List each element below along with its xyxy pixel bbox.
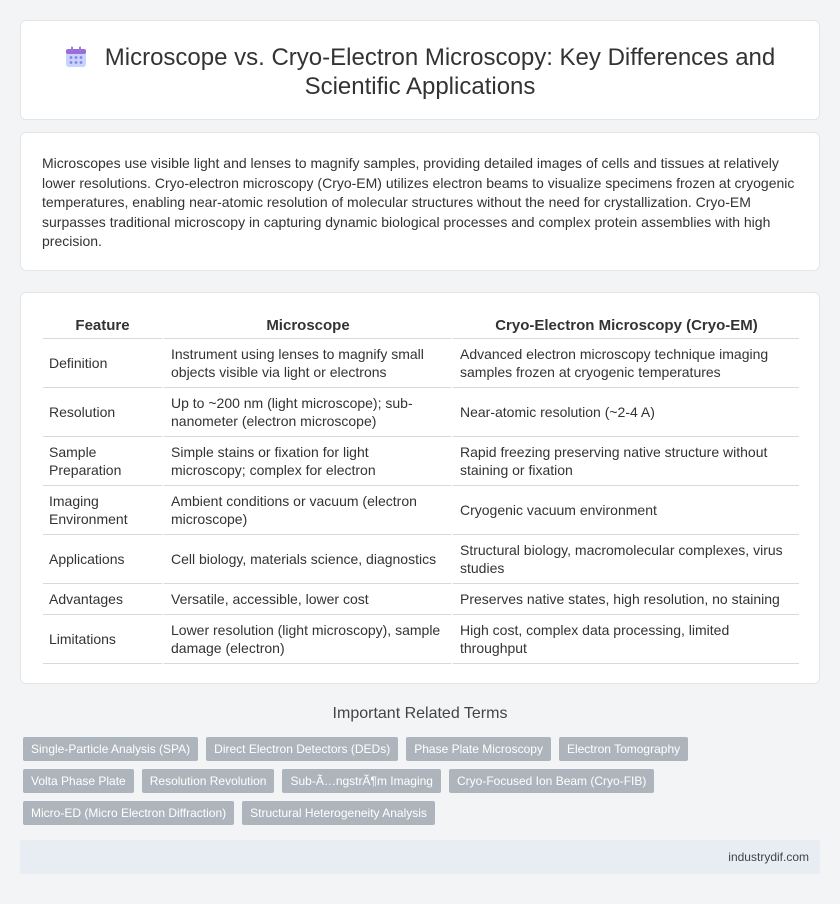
table-row bbox=[43, 388, 799, 437]
cryo-cell: Preserves native states, high resolution, no staining bbox=[451, 584, 799, 615]
table-header-row bbox=[43, 317, 799, 339]
feature-cell: Definition bbox=[43, 339, 162, 388]
cryo-cell: Rapid freezing preserving native structure without staining or fixation bbox=[451, 437, 799, 486]
microscope-cell: Instrument using lenses to magnify small objects visible via light or electrons bbox=[162, 339, 451, 388]
cryo-cell: Advanced electron microscopy technique imaging samples frozen at cryogenic temperatures bbox=[451, 339, 799, 388]
microscope-cell: Cell biology, materials science, diagnostics bbox=[162, 535, 451, 584]
header-feature: Feature bbox=[43, 317, 162, 339]
feature-cell: Applications bbox=[43, 535, 162, 584]
header-cryo-em: Cryo-Electron Microscopy (Cryo-EM) bbox=[451, 317, 799, 339]
related-term-tag[interactable]: Single-Particle Analysis (SPA) bbox=[23, 737, 198, 761]
related-term-tag[interactable]: Volta Phase Plate bbox=[23, 769, 134, 793]
header-microscope: Microscope bbox=[162, 317, 451, 339]
summary-text: Microscopes use visible light and lenses to magnify samples, providing detailed images of cells and tissues at relatively lower resolutions. Cryo-electron microscopy (Cryo-EM) utilizes electron beams to visualize specimens frozen at cryogenic temperatures, enabling near-atomic resolution of molecular structures without the need for crystallization. Cryo-EM surpasses traditional microscopy in capturing dynamic biological processes and complex protein assemblies with high precision. bbox=[42, 155, 795, 250]
table-row bbox=[43, 486, 799, 535]
related-term-tag[interactable]: Phase Plate Microscopy bbox=[406, 737, 551, 761]
feature-cell: Sample Preparation bbox=[43, 437, 162, 486]
related-term-tag[interactable]: Micro-ED (Micro Electron Diffraction) bbox=[23, 801, 234, 825]
related-term-tag[interactable]: Direct Electron Detectors (DEDs) bbox=[206, 737, 398, 761]
summary-card bbox=[20, 132, 820, 271]
comparison-table bbox=[43, 317, 799, 664]
table-row bbox=[43, 437, 799, 486]
feature-cell: Imaging Environment bbox=[43, 486, 162, 535]
feature-cell: Resolution bbox=[43, 388, 162, 437]
footer bbox=[20, 840, 820, 874]
table-row bbox=[43, 339, 799, 388]
feature-cell: Advantages bbox=[43, 584, 162, 615]
comparison-table-card bbox=[20, 292, 820, 684]
feature-cell: Limitations bbox=[43, 615, 162, 664]
related-terms-list bbox=[23, 737, 803, 833]
microscope-cell: Lower resolution (light microscopy), sample damage (electron) bbox=[162, 615, 451, 664]
table-row bbox=[43, 584, 799, 615]
related-term-tag[interactable]: Electron Tomography bbox=[559, 737, 688, 761]
microscope-cell: Versatile, accessible, lower cost bbox=[162, 584, 451, 615]
cryo-cell: Cryogenic vacuum environment bbox=[451, 486, 799, 535]
title-card bbox=[20, 20, 820, 120]
cryo-cell: Near-atomic resolution (~2-4 A) bbox=[451, 388, 799, 437]
page-title-wrap bbox=[21, 43, 819, 101]
related-terms-title: Important Related Terms bbox=[332, 705, 508, 722]
microscope-cell: Up to ~200 nm (light microscope); sub-nanometer (electron microscope) bbox=[162, 388, 451, 437]
table-row bbox=[43, 615, 799, 664]
microscope-cell: Ambient conditions or vacuum (electron microscope) bbox=[162, 486, 451, 535]
page-title: Microscope vs. Cryo-Electron Microscopy: Key Differences and Scientific Applications bbox=[104, 44, 776, 100]
microscope-cell: Simple stains or fixation for light microscopy; complex for electron bbox=[162, 437, 451, 486]
table-row bbox=[43, 535, 799, 584]
related-term-tag[interactable]: Sub-Ã…ngstrÃ¶m Imaging bbox=[282, 769, 441, 793]
cryo-cell: Structural biology, macromolecular complexes, virus studies bbox=[451, 535, 799, 584]
related-term-tag[interactable]: Structural Heterogeneity Analysis bbox=[242, 801, 435, 825]
related-term-tag[interactable]: Resolution Revolution bbox=[142, 769, 275, 793]
footer-site[interactable]: industrydif.com bbox=[728, 850, 809, 864]
calendar-icon bbox=[65, 46, 87, 68]
cryo-cell: High cost, complex data processing, limited throughput bbox=[451, 615, 799, 664]
related-term-tag[interactable]: Cryo-Focused Ion Beam (Cryo-FIB) bbox=[449, 769, 654, 793]
